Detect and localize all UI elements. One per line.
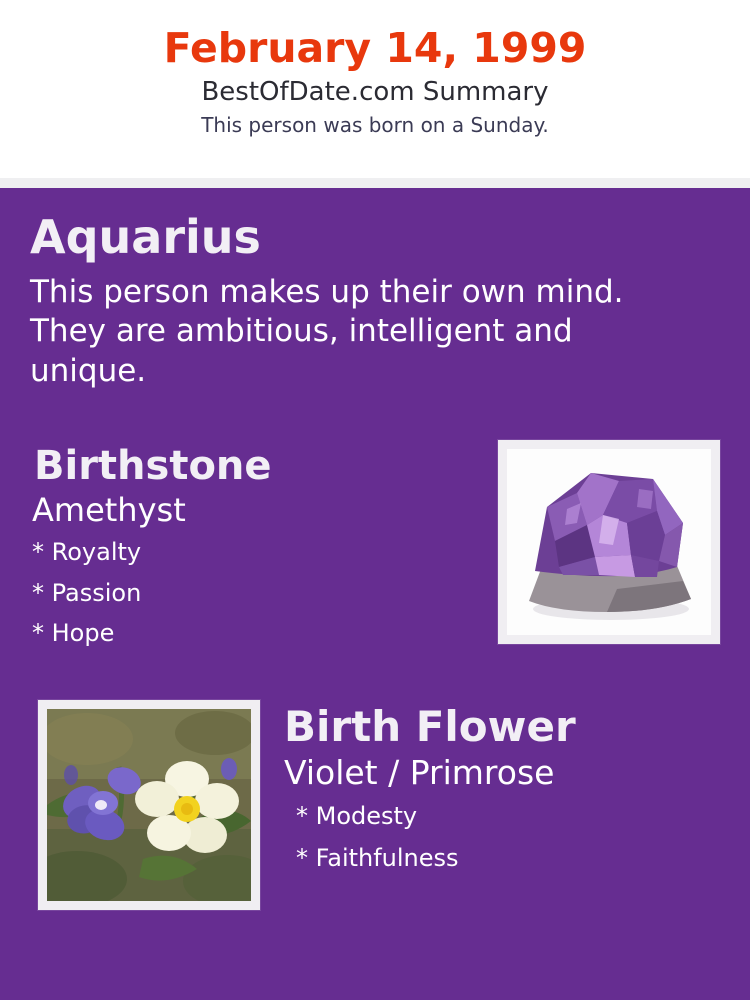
page-title: February 14, 1999 [163, 24, 587, 72]
amethyst-photo-inner [507, 449, 711, 635]
violet-primrose-flower-icon [47, 709, 251, 901]
main-panel [0, 188, 750, 1000]
birthstone-text [30, 444, 470, 650]
birth-flower-section [30, 700, 720, 920]
birth-flower-name: Violet / Primrose [284, 752, 555, 792]
birth-flower-trait: * Modesty [296, 801, 418, 830]
amethyst-crystal-icon [507, 449, 711, 635]
birth-day-note: This person was born on a Sunday. [201, 112, 549, 137]
header-divider [0, 178, 750, 188]
birthstone-trait: * Hope [32, 619, 115, 648]
birthstone-trait: * Royalty [32, 538, 142, 567]
birthstone-name: Amethyst [32, 490, 186, 529]
zodiac-sign-title: Aquarius [30, 210, 261, 264]
birthstone-section [30, 444, 720, 664]
site-summary-label: BestOfDate.com Summary [201, 76, 549, 107]
zodiac-description: This person makes up their own mind. They are ambitious, intelligent and unique. [30, 273, 624, 389]
birth-flower-trait: * Faithfulness [296, 844, 459, 873]
birthstone-trait: * Passion [32, 578, 142, 607]
birth-flower-text [282, 700, 720, 875]
amethyst-photo [498, 440, 720, 644]
violet-primrose-photo-inner [47, 709, 251, 901]
header [0, 0, 750, 178]
violet-primrose-photo [38, 700, 260, 910]
birthstone-title: Birthstone [34, 442, 272, 489]
birth-flower-title: Birth Flower [284, 701, 576, 751]
